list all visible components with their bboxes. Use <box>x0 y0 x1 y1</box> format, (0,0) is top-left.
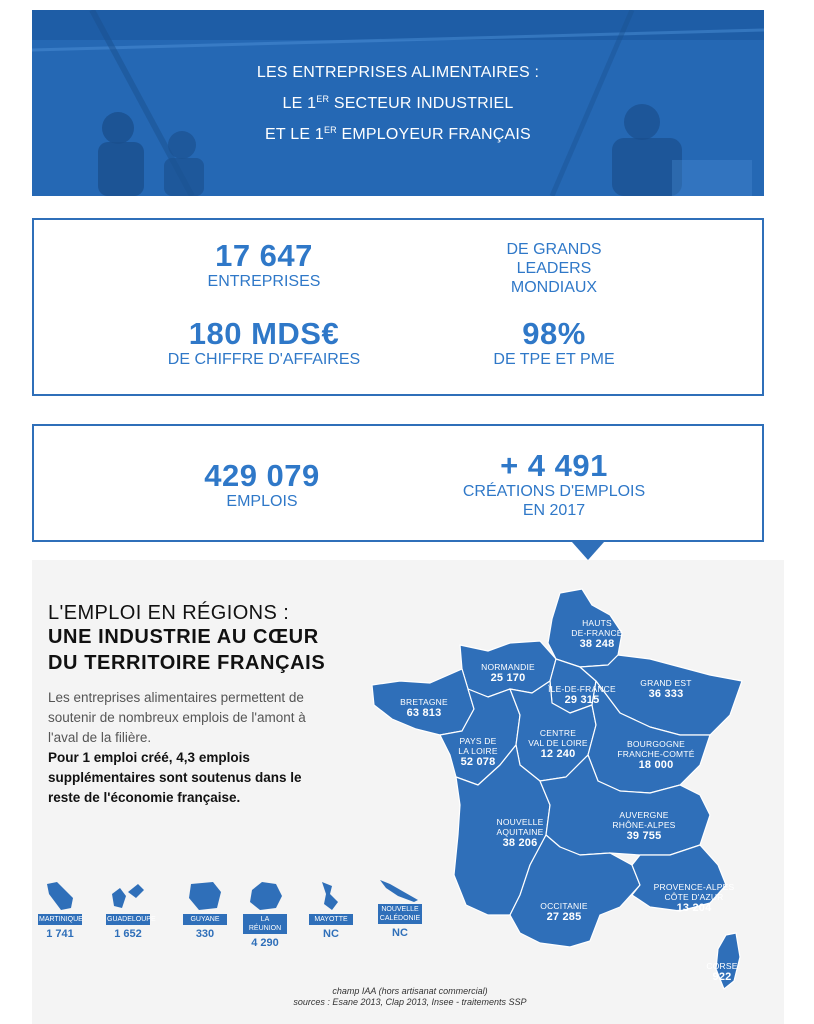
footnote-line-1: champ IAA (hors artisanat commercial) <box>332 986 488 996</box>
overseas-la-reunion <box>243 880 287 949</box>
stat-chiffre-affaires <box>129 318 399 369</box>
stat-emplois-value: 429 079 <box>204 458 320 493</box>
label-corse <box>704 961 740 984</box>
label-bourgogne-name-1: BOURGOGNE <box>626 739 685 749</box>
label-paca <box>646 882 742 915</box>
stat-leaders-line-3: MONDIAUX <box>510 279 598 296</box>
overseas-nouvelle-caledonie <box>378 874 422 939</box>
label-bourgogne-franche-comte <box>608 739 704 772</box>
section-body-text: Les entreprises alimentaires permettent de soutenir de nombreux emplois de l'amont à l'aval de la filière. <box>48 690 306 745</box>
header-banner <box>32 10 764 196</box>
label-normandie <box>468 662 548 685</box>
guadeloupe-shape-icon <box>108 880 148 912</box>
label-pays-de-la-loire <box>438 736 518 769</box>
stat-tpe-pme <box>454 318 654 369</box>
overseas-la-reunion-name: LA RÉUNION <box>243 914 287 934</box>
banner-line-2-post: SECTEUR INDUSTRIEL <box>329 95 514 112</box>
footnote-line-2: sources : Esane 2013, Clap 2013, Insee - traitements SSP <box>293 997 527 1007</box>
label-occitanie-value: 27 285 <box>546 911 582 923</box>
label-auvergne-name-1: AUVERGNE <box>619 810 669 820</box>
label-auvergne-value: 39 755 <box>626 830 662 842</box>
stats-box-employment <box>32 424 764 542</box>
label-hauts-de-france-value: 38 248 <box>579 638 615 650</box>
overseas-guyane <box>183 880 227 940</box>
stat-leaders-line-2: LEADERS <box>516 260 592 277</box>
label-bourgogne-name-2: FRANCHE-COMTÉ <box>617 749 695 759</box>
label-hauts-de-france <box>557 618 637 651</box>
label-bretagne-value: 63 813 <box>406 707 442 719</box>
label-ile-de-france <box>542 684 622 707</box>
label-bourgogne-value: 18 000 <box>638 759 674 771</box>
stat-emplois <box>142 460 382 511</box>
label-centre-name-2: VAL DE LOIRE <box>528 738 588 748</box>
label-pays-de-la-loire-name-2: LA LOIRE <box>458 746 498 756</box>
label-hauts-de-france-name-2: DE-FRANCE <box>571 628 623 638</box>
overseas-martinique-value: 1 741 <box>46 928 74 940</box>
label-centre-value: 12 240 <box>540 748 576 760</box>
banner-line-3 <box>32 117 764 148</box>
label-normandie-value: 25 170 <box>490 672 526 684</box>
section-title-bold-line-2: DU TERRITOIRE FRANÇAIS <box>48 652 326 674</box>
stat-ca-value: 180 MDS€ <box>188 316 340 351</box>
label-nouvelle-aquitaine-name-2: AQUITAINE <box>496 827 544 837</box>
banner-line-3-post: EMPLOYEUR FRANÇAIS <box>336 126 531 143</box>
stat-creations-line-1: CRÉATIONS D'EMPLOIS <box>462 483 646 500</box>
label-centre-val-de-loire <box>516 728 600 761</box>
label-occitanie <box>524 901 604 924</box>
section-bold-text: Pour 1 emploi créé, 4,3 emplois supplémentaires sont soutenus dans le reste de l'économie française. <box>48 750 302 805</box>
la-reunion-shape-icon <box>246 880 284 912</box>
label-paca-name-2: CÔTE D'AZUR <box>664 892 724 902</box>
martinique-shape-icon <box>43 880 77 912</box>
overseas-mayotte-name: MAYOTTE <box>309 914 353 925</box>
label-normandie-name: NORMANDIE <box>481 662 535 672</box>
overseas-nc-name-1: NOUVELLE <box>381 906 419 913</box>
overseas-guyane-value: 330 <box>195 928 215 940</box>
overseas-nouvelle-caledonie-value: NC <box>392 927 408 939</box>
label-bretagne <box>384 697 464 720</box>
banner-line-1: LES ENTREPRISES ALIMENTAIRES : <box>256 64 540 81</box>
label-paca-value: 13 204 <box>676 902 712 914</box>
label-ile-de-france-value: 29 315 <box>564 694 600 706</box>
banner-line-2-sup: ER <box>316 94 330 104</box>
banner-line-3-pre: ET LE 1 <box>265 126 324 143</box>
label-grand-est <box>624 678 708 701</box>
overseas-guadeloupe-name: GUADELOUPE <box>107 916 156 923</box>
label-nouvelle-aquitaine-name-1: NOUVELLE <box>496 817 544 827</box>
nouvelle-caledonie-shape-icon <box>378 874 422 902</box>
box-pointer-arrow <box>572 542 604 560</box>
stat-leaders-line-1: DE GRANDS <box>506 241 602 258</box>
stat-creations <box>434 450 674 520</box>
section-title-bold-line-1: UNE INDUSTRIE AU CŒUR <box>48 626 319 648</box>
stats-box-enterprises <box>32 218 764 396</box>
banner-line-2 <box>32 86 764 117</box>
overseas-martinique <box>38 880 82 940</box>
stat-tpe-value: 98% <box>522 316 586 351</box>
label-nouvelle-aquitaine-value: 38 206 <box>502 837 538 849</box>
label-corse-value: 922 <box>712 971 732 983</box>
label-grand-est-value: 36 333 <box>648 688 684 700</box>
label-paca-name-1: PROVENCE-ALPES <box>653 882 735 892</box>
section-title-bold <box>48 624 348 676</box>
label-auvergne-rhone-alpes <box>598 810 690 843</box>
banner-line-3-sup: ER <box>323 125 337 135</box>
overseas-nouvelle-caledonie-name <box>378 904 422 924</box>
overseas-guadeloupe-value: 1 652 <box>114 928 142 940</box>
guyane-shape-icon <box>185 880 225 912</box>
label-nouvelle-aquitaine <box>480 817 560 850</box>
label-grand-est-name: GRAND EST <box>640 678 692 688</box>
label-hauts-de-france-name-1: HAUTS <box>582 618 612 628</box>
overseas-martinique-name: MARTINIQUE <box>39 916 83 923</box>
label-pays-de-la-loire-name-1: PAYS DE <box>459 736 497 746</box>
label-auvergne-name-2: RHÔNE-ALPES <box>612 820 676 830</box>
overseas-guadeloupe <box>106 880 156 940</box>
section-title: L'EMPLOI EN RÉGIONS : <box>48 602 290 624</box>
stat-entreprises-label: ENTREPRISES <box>207 273 321 290</box>
label-centre-name-1: CENTRE <box>539 728 577 738</box>
label-ile-de-france-name: ÎLE-DE-FRANCE <box>548 684 616 694</box>
overseas-guyane-name: GUYANE <box>183 914 227 925</box>
banner-title <box>32 60 764 148</box>
stat-creations-line-2: EN 2017 <box>522 502 586 519</box>
stat-emplois-label: EMPLOIS <box>226 493 298 510</box>
mayotte-shape-icon <box>314 880 348 912</box>
stat-entreprises <box>164 240 364 291</box>
stat-ca-label: DE CHIFFRE D'AFFAIRES <box>167 351 361 368</box>
label-pays-de-la-loire-value: 52 078 <box>460 756 496 768</box>
stat-leaders <box>454 240 654 297</box>
label-corse-name: CORSE <box>706 961 738 971</box>
banner-line-2-pre: LE 1 <box>282 95 317 112</box>
label-occitanie-name: OCCITANIE <box>540 901 588 911</box>
overseas-mayotte-value: NC <box>323 928 339 940</box>
overseas-mayotte <box>309 880 353 940</box>
label-bretagne-name: BRETAGNE <box>400 697 448 707</box>
stat-entreprises-value: 17 647 <box>215 238 313 273</box>
source-footnote <box>220 986 600 1008</box>
stat-tpe-label: DE TPE ET PME <box>493 351 615 368</box>
overseas-la-reunion-value: 4 290 <box>251 937 279 949</box>
overseas-nc-name-2: CALÉDONIE <box>379 915 421 922</box>
stat-creations-value: + 4 491 <box>500 448 608 483</box>
